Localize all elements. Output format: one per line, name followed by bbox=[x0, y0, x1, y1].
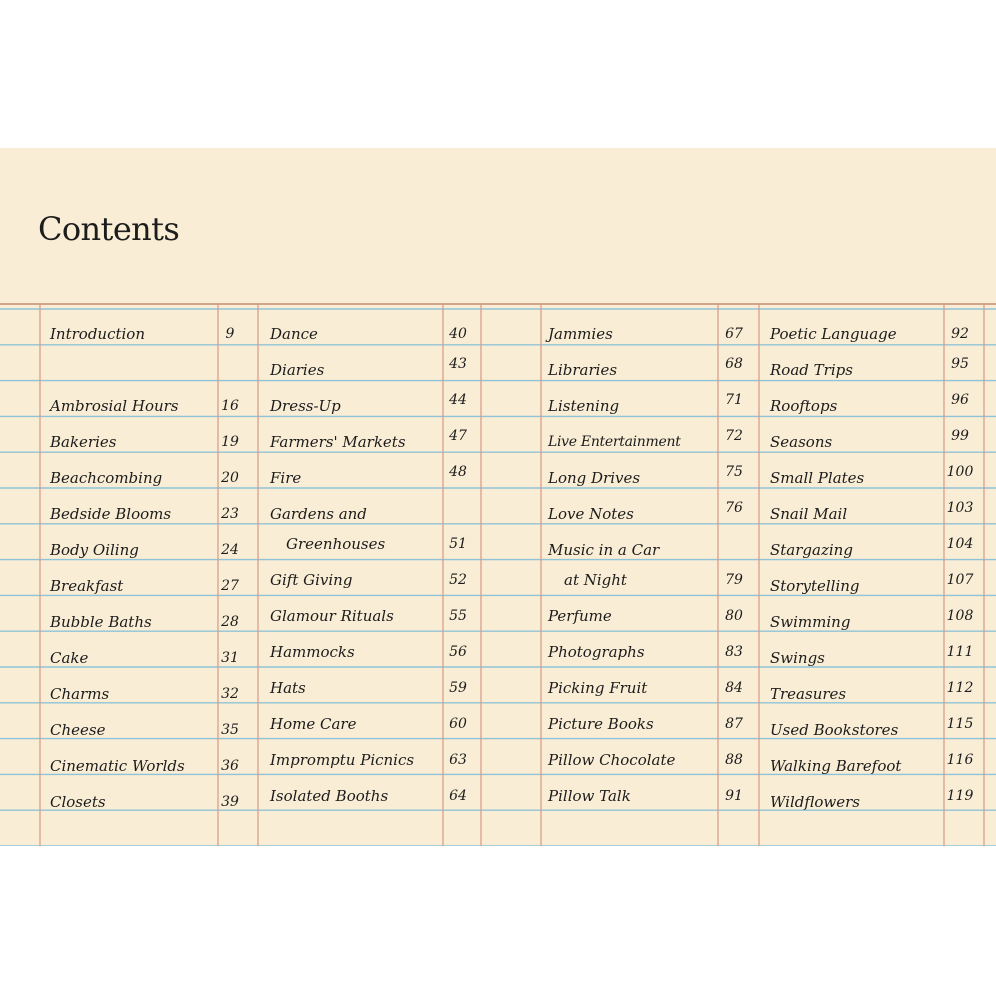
page-number: 60 bbox=[449, 716, 467, 732]
page-number: 23 bbox=[221, 506, 239, 522]
toc-entry[interactable]: Music in a Car bbox=[548, 541, 660, 559]
page-number: 71 bbox=[725, 392, 743, 408]
page-number: 52 bbox=[449, 572, 467, 588]
page-number: 83 bbox=[725, 644, 743, 660]
toc-entry[interactable]: Live Entertainment bbox=[548, 434, 681, 450]
page-number: 100 bbox=[946, 464, 974, 480]
page-number: 59 bbox=[449, 680, 467, 696]
page-number: 27 bbox=[221, 578, 239, 594]
toc-entry[interactable]: Road Trips bbox=[770, 361, 853, 379]
page-number: 36 bbox=[221, 758, 239, 774]
page-number: 112 bbox=[946, 680, 974, 696]
page-number: 31 bbox=[221, 650, 239, 666]
page-number: 104 bbox=[946, 536, 974, 552]
toc-entry[interactable]: Gift Giving bbox=[270, 571, 353, 589]
toc-entry[interactable]: Cheese bbox=[50, 721, 106, 739]
page-number: 39 bbox=[221, 794, 239, 810]
toc-entry[interactable]: Pillow Talk bbox=[548, 787, 631, 805]
toc-entry[interactable]: Dress-Up bbox=[270, 397, 341, 415]
toc-entry[interactable]: Gardens and bbox=[270, 505, 367, 523]
toc-entry[interactable]: Small Plates bbox=[770, 469, 865, 487]
toc-entry[interactable]: Used Bookstores bbox=[770, 721, 899, 739]
page-number: 19 bbox=[221, 434, 239, 450]
toc-entry[interactable]: Picture Books bbox=[548, 715, 654, 733]
page-number: 115 bbox=[946, 716, 974, 732]
toc-entry[interactable]: Charms bbox=[50, 685, 110, 703]
page-number: 40 bbox=[449, 326, 467, 342]
toc-entry[interactable]: Dance bbox=[270, 325, 318, 343]
page-number: 9 bbox=[225, 326, 235, 342]
toc-entry[interactable]: Perfume bbox=[548, 607, 612, 625]
page-number: 51 bbox=[449, 536, 467, 552]
page-number: 35 bbox=[221, 722, 239, 738]
toc-entry[interactable]: Hats bbox=[270, 679, 306, 697]
toc-entry[interactable]: Swings bbox=[770, 649, 825, 667]
toc-entry[interactable]: Pillow Chocolate bbox=[548, 751, 676, 769]
page-number: 43 bbox=[449, 356, 467, 372]
page-number: 56 bbox=[449, 644, 467, 660]
page-number: 67 bbox=[725, 326, 743, 342]
page-number: 80 bbox=[725, 608, 743, 624]
toc-entry[interactable]: Home Care bbox=[270, 715, 357, 733]
page-number: 87 bbox=[725, 716, 743, 732]
toc-entry[interactable]: Ambrosial Hours bbox=[50, 397, 179, 415]
toc-entry[interactable]: Snail Mail bbox=[770, 505, 848, 523]
page-number: 28 bbox=[221, 614, 239, 630]
page-number: 55 bbox=[449, 608, 467, 624]
page-number: 119 bbox=[946, 788, 974, 804]
page-number: 68 bbox=[725, 356, 743, 372]
toc-entry[interactable]: Bakeries bbox=[50, 433, 117, 451]
toc-entry[interactable]: Impromptu Picnics bbox=[270, 751, 415, 769]
toc-entry[interactable]: Fire bbox=[270, 469, 302, 487]
toc-entry[interactable]: Long Drives bbox=[548, 469, 641, 487]
toc-entry[interactable]: Love Notes bbox=[548, 505, 634, 523]
toc-entry[interactable]: Hammocks bbox=[270, 643, 355, 661]
page-number: 91 bbox=[725, 788, 743, 804]
toc-entry[interactable]: Bubble Baths bbox=[50, 613, 152, 631]
toc-entry[interactable]: Picking Fruit bbox=[548, 679, 648, 697]
page-number: 47 bbox=[449, 428, 467, 444]
page-number: 92 bbox=[951, 326, 969, 342]
toc-entry[interactable]: Body Oiling bbox=[50, 541, 139, 559]
toc-entry[interactable]: Rooftops bbox=[770, 397, 838, 415]
toc-entry[interactable]: Cake bbox=[50, 649, 89, 667]
toc-entry[interactable]: Stargazing bbox=[770, 541, 853, 559]
toc-entry[interactable]: Closets bbox=[50, 793, 106, 811]
toc-entry[interactable]: Libraries bbox=[548, 361, 618, 379]
toc-entry[interactable]: Beachcombing bbox=[50, 469, 163, 487]
page-number: 63 bbox=[449, 752, 467, 768]
toc-entry[interactable]: Wildflowers bbox=[770, 793, 860, 811]
page-number: 111 bbox=[946, 644, 974, 660]
toc-entry[interactable]: at Night bbox=[564, 571, 627, 589]
toc-entry[interactable]: Jammies bbox=[548, 325, 613, 343]
page-number: 75 bbox=[725, 464, 743, 480]
toc-entry[interactable]: Swimming bbox=[770, 613, 851, 631]
page-number: 88 bbox=[725, 752, 743, 768]
page-number: 16 bbox=[221, 398, 239, 414]
toc-entry[interactable]: Cinematic Worlds bbox=[50, 757, 185, 775]
page-number: 116 bbox=[946, 752, 974, 768]
toc-entry[interactable]: Bedside Blooms bbox=[50, 505, 172, 523]
toc-entry[interactable]: Breakfast bbox=[50, 577, 124, 595]
page-number: 48 bbox=[449, 464, 467, 480]
contents-page bbox=[0, 148, 996, 846]
page-number: 95 bbox=[951, 356, 969, 372]
toc-entry[interactable]: Isolated Booths bbox=[270, 787, 389, 805]
page-number: 24 bbox=[221, 542, 239, 558]
toc-entry[interactable]: Treasures bbox=[770, 685, 847, 703]
page-number: 79 bbox=[725, 572, 743, 588]
toc-entry[interactable]: Greenhouses bbox=[286, 535, 386, 553]
toc-entry[interactable]: Farmers' Markets bbox=[270, 433, 406, 451]
page-title: Contents bbox=[38, 210, 180, 248]
page-number: 64 bbox=[449, 788, 467, 804]
page-number: 96 bbox=[951, 392, 969, 408]
page-number: 84 bbox=[725, 680, 743, 696]
ruled-lines bbox=[0, 148, 996, 846]
page-number: 72 bbox=[725, 428, 743, 444]
page-number: 108 bbox=[946, 608, 974, 624]
page-number: 103 bbox=[946, 500, 974, 516]
page-number: 20 bbox=[221, 470, 239, 486]
toc-entry[interactable]: Storytelling bbox=[770, 577, 860, 595]
toc-entry[interactable]: Seasons bbox=[770, 433, 833, 451]
toc-entry[interactable]: Photographs bbox=[548, 643, 645, 661]
toc-entry[interactable]: Listening bbox=[548, 397, 620, 415]
page-number: 99 bbox=[951, 428, 969, 444]
toc-entry[interactable]: Walking Barefoot bbox=[770, 757, 902, 775]
toc-entry[interactable]: Introduction bbox=[50, 325, 145, 343]
toc-entry[interactable]: Glamour Rituals bbox=[270, 607, 394, 625]
page-number: 44 bbox=[449, 392, 467, 408]
toc-entry[interactable]: Poetic Language bbox=[770, 325, 897, 343]
toc-entry[interactable]: Diaries bbox=[270, 361, 325, 379]
page-number: 107 bbox=[946, 572, 974, 588]
page-number: 76 bbox=[725, 500, 743, 516]
page-number: 32 bbox=[221, 686, 239, 702]
